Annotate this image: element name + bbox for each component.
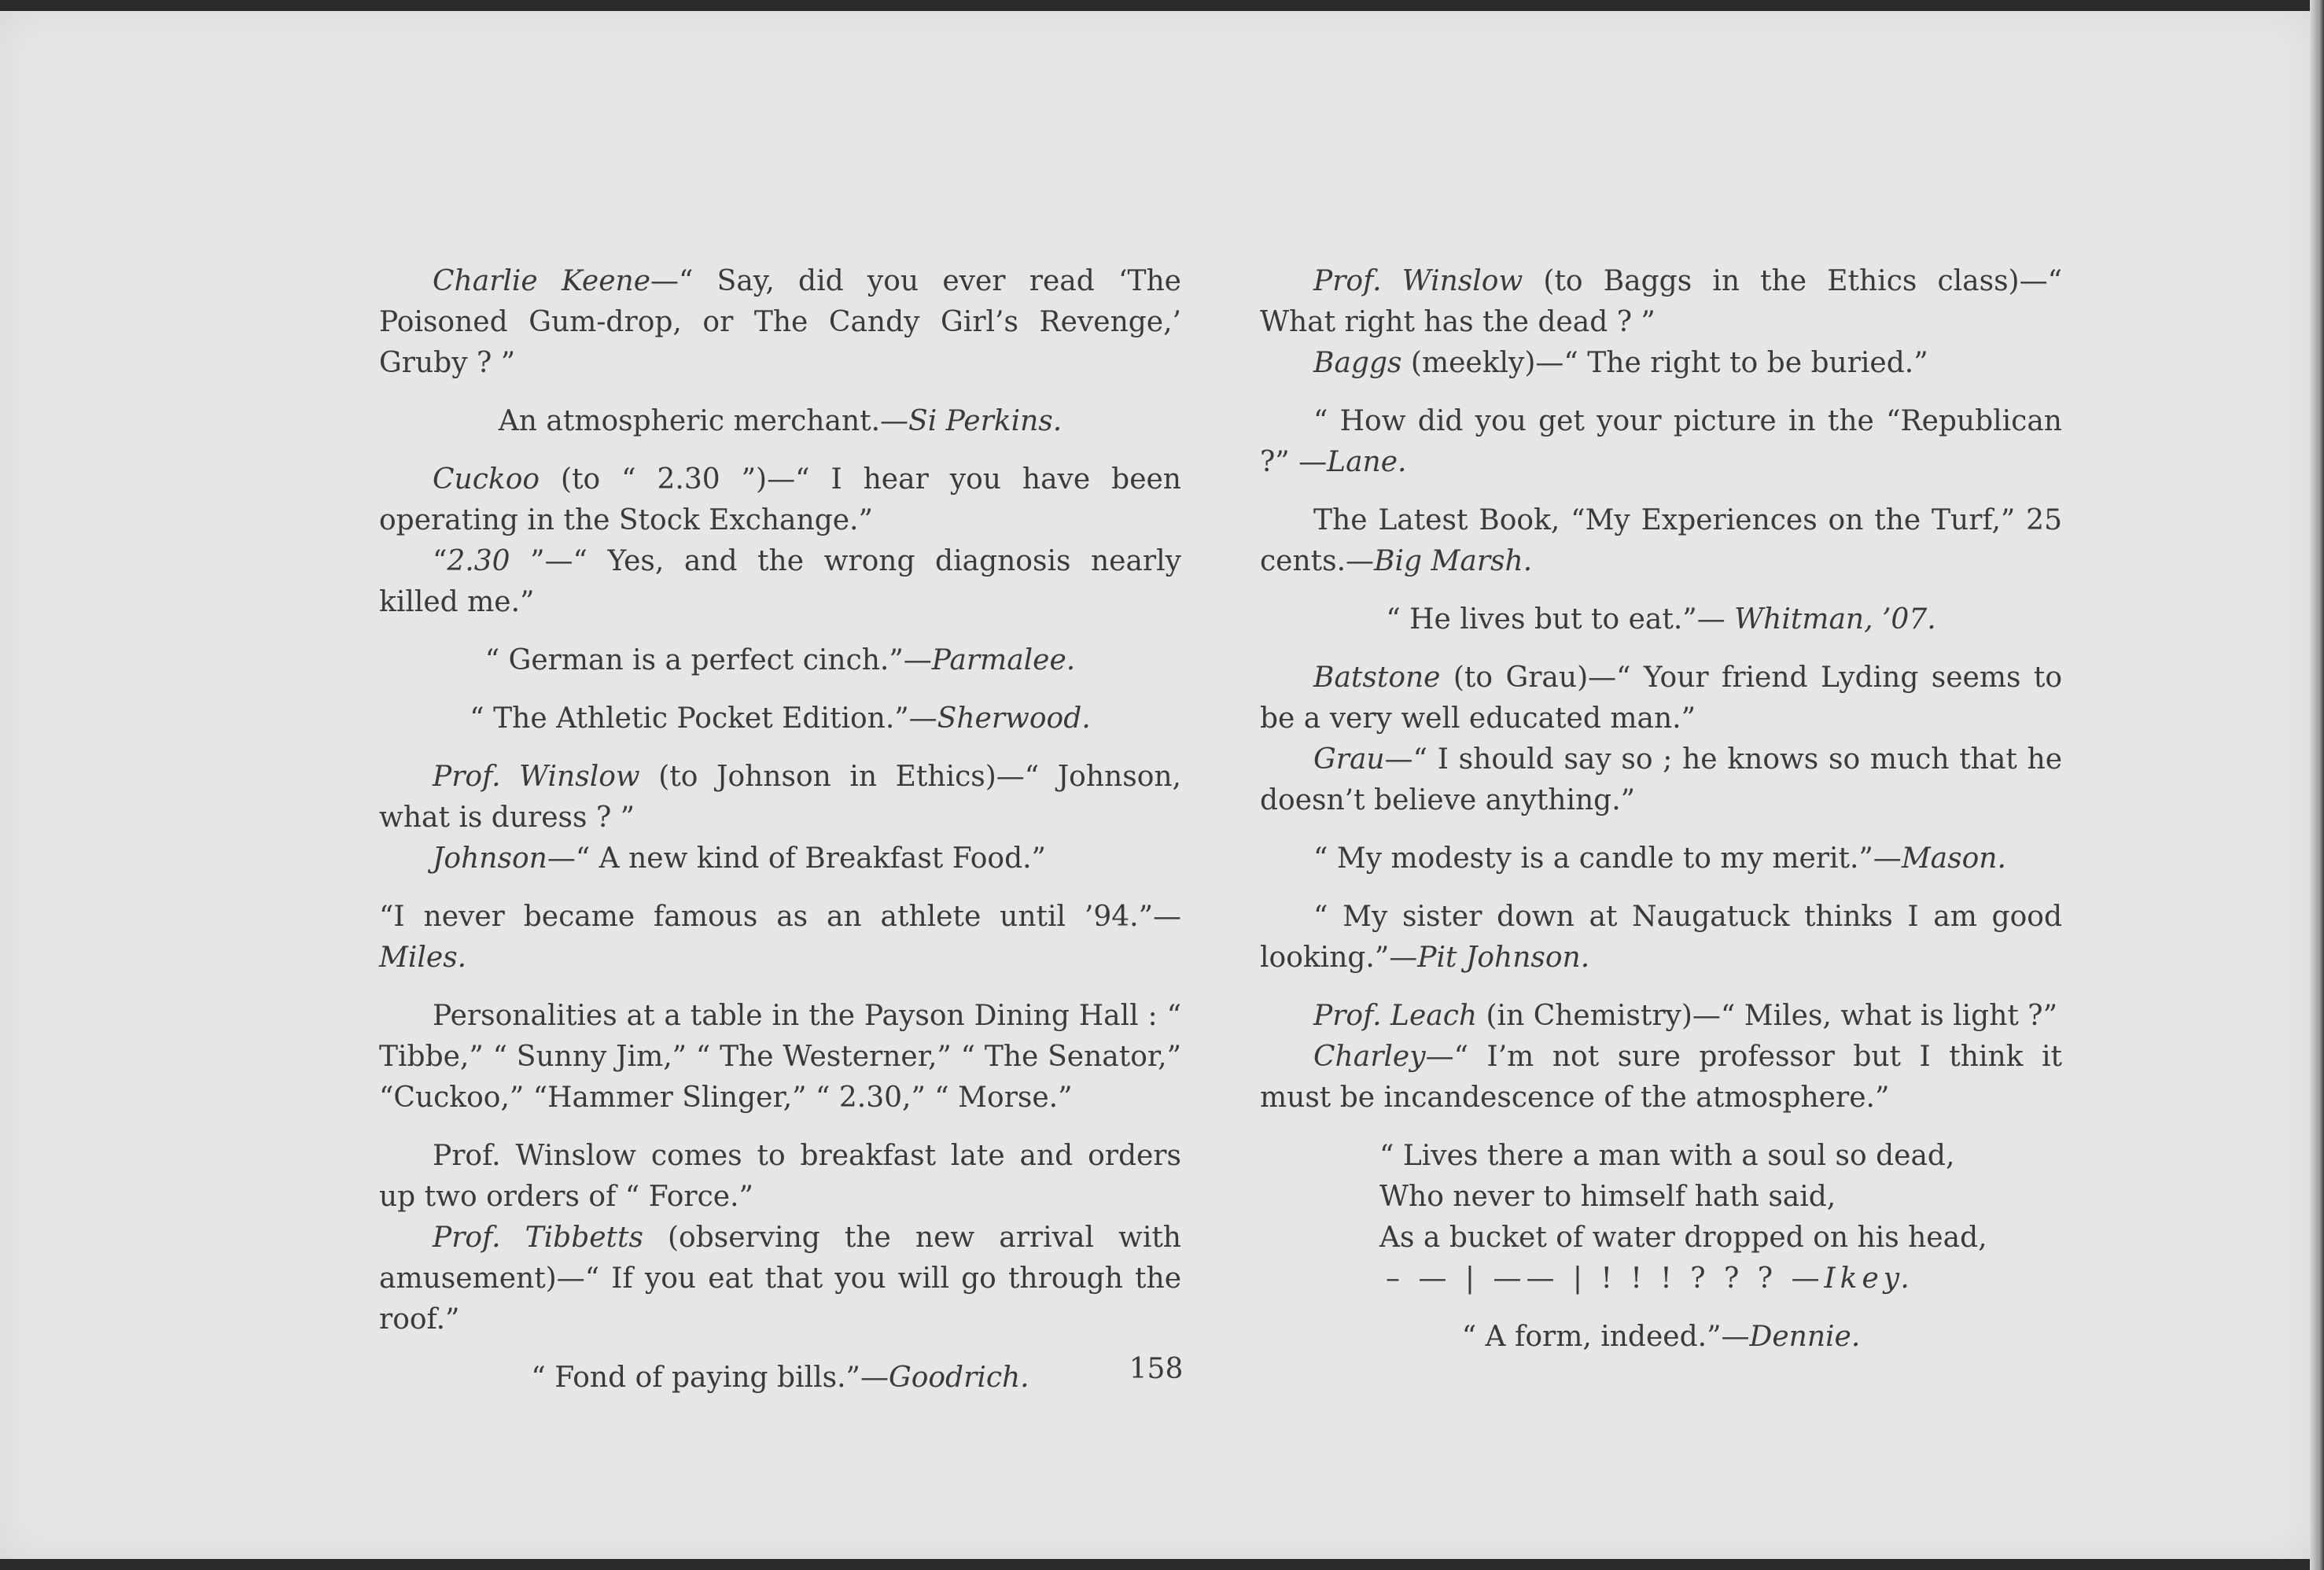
speaker-name: Charley xyxy=(1313,1041,1426,1073)
entry-text: (to “ 2.30 ”)—“ I hear you have been operating in the Stock Exchange.” xyxy=(379,463,1181,536)
entry-charlie-keene xyxy=(379,261,1181,384)
entry-atmospheric-merchant xyxy=(379,401,1181,442)
speaker-name: Charlie Keene xyxy=(433,265,651,297)
page-number: 158 xyxy=(1129,1353,1184,1385)
page-edge xyxy=(2310,0,2324,1570)
attribution: Mason. xyxy=(1901,842,2006,875)
entry-two-thirty-reply xyxy=(379,541,1181,623)
right-column xyxy=(1260,261,2062,1358)
entry-prof-winslow-baggs xyxy=(1260,261,2062,343)
attribution: Goodrich. xyxy=(888,1362,1029,1394)
entry-text: (meekly)—“ The right to be buried.” xyxy=(1401,347,1928,379)
entry-text: —“ Say, did you ever read ‘The Poisoned Gum-drop, or The Candy Girl’s Revenge,’ Gruby ? ” xyxy=(379,265,1181,379)
attribution: Big Marsh. xyxy=(1374,545,1533,577)
entry-text: “ The Athletic Pocket Edition.”— xyxy=(470,702,937,735)
attribution: Si Perkins. xyxy=(908,405,1063,437)
entry-text: “ My sister down at Naugatuck thinks I am good looking.”— xyxy=(1260,901,2062,974)
entry-german-cinch xyxy=(379,640,1181,681)
entry-text: Prof. Winslow comes to breakfast late and orders up two orders of “ Force.” xyxy=(379,1140,1181,1213)
entry-text: Personalities at a table in the Payson Dining Hall : “ Tibbe,” “ Sunny Jim,” “ The Westerner,” “ The Senator,” “Cuckoo,” “Hammer Slinger,” “ 2.30,” “ Morse.” xyxy=(379,1000,1181,1114)
entry-athletic-pocket xyxy=(379,698,1181,739)
attribution: Sherwood. xyxy=(937,702,1091,735)
speaker-name: Prof. Winslow xyxy=(1313,265,1523,297)
entry-text: “ A form, indeed.”— xyxy=(1461,1321,1750,1353)
entry-text: (to Johnson in Ethics)—“ Johnson, what is duress ? ” xyxy=(379,761,1181,834)
entry-winslow-breakfast xyxy=(379,1136,1181,1218)
verse-block xyxy=(1260,1136,2062,1299)
entry-text: An atmospheric merchant.— xyxy=(498,405,909,437)
attribution: Parmalee. xyxy=(931,644,1076,676)
attribution: Whitman, ’07. xyxy=(1734,603,1936,636)
verse-line: “ Lives there a man with a soul so dead, xyxy=(1379,1140,1955,1172)
attribution: Ikey. xyxy=(1824,1262,1914,1295)
entry-text: (observing the new arrival with amusement)—“ If you eat that you will go through the roof.” xyxy=(379,1222,1181,1336)
verse-line: As a bucket of water dropped on his head, xyxy=(1379,1222,1987,1254)
entry-republican-picture xyxy=(1260,401,2062,483)
entry-text: (in Chemistry)—“ Miles, what is light ?” xyxy=(1477,1000,2057,1032)
entry-prof-tibbetts xyxy=(379,1218,1181,1340)
entry-johnson-reply xyxy=(379,838,1181,879)
speaker-name: Prof. Tibbetts xyxy=(433,1222,643,1254)
speaker-name: Cuckoo xyxy=(433,463,540,496)
speaker-name: Prof. Winslow xyxy=(433,761,640,793)
entry-text: “ He lives but to eat.”— xyxy=(1386,603,1735,636)
book-page xyxy=(0,11,2312,1559)
speaker-name: Baggs xyxy=(1313,347,1402,379)
dash-text: – — | —— | ! ! ! ? ? ? — xyxy=(1386,1262,1825,1295)
entry-text: (to Grau)—“ Your friend Lyding seems to be a very well educated man.” xyxy=(1260,662,2062,735)
entry-prof-leach xyxy=(1260,996,2062,1037)
entry-modesty xyxy=(1260,838,2062,879)
entry-naugatuck xyxy=(1260,897,2062,978)
entry-cuckoo xyxy=(379,459,1181,541)
left-column xyxy=(379,261,1181,1399)
entry-prof-winslow-johnson xyxy=(379,757,1181,838)
verse-line: Who never to himself hath said, xyxy=(1379,1181,1836,1213)
attribution: Pit Johnson. xyxy=(1417,942,1590,974)
speaker-name: Grau xyxy=(1313,743,1385,776)
open-quote: “ xyxy=(433,545,447,577)
entry-text: (to Baggs in the Ethics class)—“ What right has the dead ? ” xyxy=(1260,265,2062,338)
entry-baggs-reply xyxy=(1260,343,2062,384)
entry-text: ”—“ Yes, and the wrong diagnosis nearly killed me.” xyxy=(379,545,1181,618)
entry-text: —“ I’m not sure professor but I think it must be incandescence of the atmosphere.” xyxy=(1260,1041,2062,1114)
speaker-name: Prof. Leach xyxy=(1313,1000,1478,1032)
speaker-name: 2.30 xyxy=(447,545,510,577)
entry-form-indeed xyxy=(1260,1317,2062,1358)
entry-text: “I never became famous as an athlete until ’94.”— xyxy=(379,901,1181,933)
entry-lives-to-eat xyxy=(1260,599,2062,640)
entry-text: “ Fond of paying bills.”— xyxy=(531,1362,889,1394)
entry-charley-reply xyxy=(1260,1037,2062,1119)
entry-text: —“ I should say so ; he knows so much that he doesn’t believe anything.” xyxy=(1260,743,2062,816)
dash-line xyxy=(1386,1259,2062,1299)
attribution: Miles. xyxy=(379,942,467,974)
entry-batstone xyxy=(1260,658,2062,739)
entry-text: —“ A new kind of Breakfast Food.” xyxy=(547,842,1046,875)
attribution: Lane. xyxy=(1327,446,1407,478)
entry-text: “ German is a perfect cinch.”— xyxy=(484,644,932,676)
entry-latest-book xyxy=(1260,500,2062,582)
speaker-name: Batstone xyxy=(1313,662,1441,694)
entry-famous-athlete xyxy=(379,897,1181,978)
entry-grau-reply xyxy=(1260,739,2062,821)
entry-text: The Latest Book, “My Experiences on the Turf,” 25 cents.— xyxy=(1260,504,2062,577)
entry-text: “ My modesty is a candle to my merit.”— xyxy=(1313,842,1902,875)
speaker-name: Johnson xyxy=(433,842,547,875)
entry-text: “ How did you get your picture in the “Republican ?” — xyxy=(1260,405,2062,478)
attribution: Dennie. xyxy=(1749,1321,1861,1353)
entry-personalities xyxy=(379,996,1181,1119)
